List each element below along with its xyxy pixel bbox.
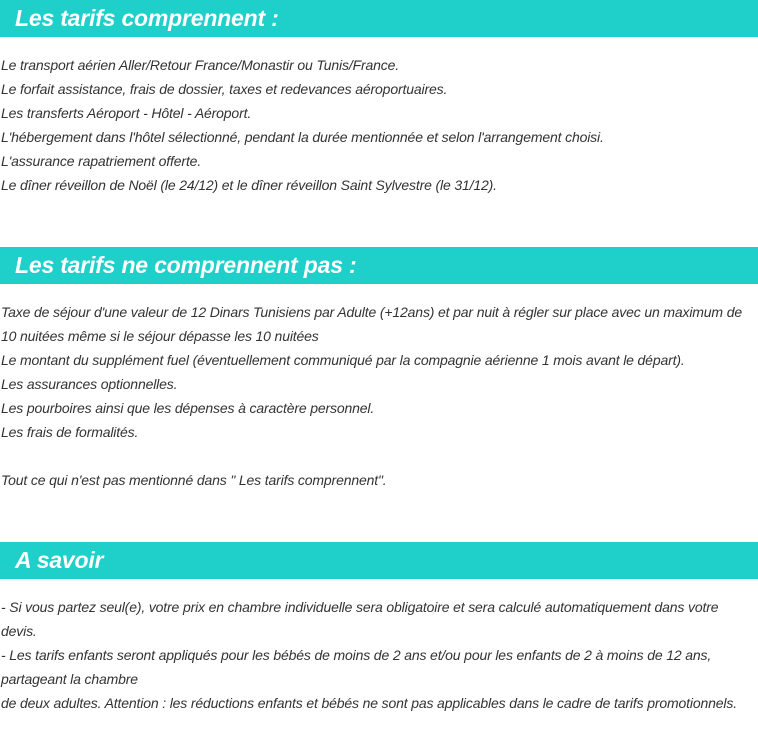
section-header-not-included [0, 247, 758, 284]
section-title-not-included: Les tarifs ne comprennent pas : [15, 252, 357, 278]
list-item: L'assurance rapatriement offerte. [1, 153, 202, 169]
section-header-included [0, 0, 758, 37]
section-body-included [1, 53, 755, 197]
list-item: de deux adultes. Attention : les réductions enfants et bébés ne sont pas applicables dans le cadre de tarifs promotionnels. [1, 695, 737, 711]
section-title-good-to-know: A savoir [15, 547, 104, 573]
list-item: Les pourboires ainsi que les dépenses à caractère personnel. [1, 400, 375, 416]
section-footer-note: Tout ce qui n'est pas mentionné dans " Les tarifs comprennent". [1, 472, 387, 488]
list-item: Le dîner réveillon de Noël (le 24/12) et le dîner réveillon Saint Sylvestre (le 31/12). [1, 177, 497, 193]
list-item: Les assurances optionnelles. [1, 376, 178, 392]
list-item: Le transport aérien Aller/Retour France/Monastir ou Tunis/France. [1, 57, 399, 73]
section-title-included: Les tarifs comprennent : [15, 5, 279, 31]
section-header-good-to-know [0, 542, 758, 579]
section-body-good-to-know [1, 595, 755, 715]
list-item: Le montant du supplément fuel (éventuellement communiqué par la compagnie aérienne 1 mois avant le départ). [1, 352, 685, 368]
list-item: Les frais de formalités. [1, 424, 139, 440]
list-item: Les transferts Aéroport - Hôtel - Aéroport. [1, 105, 252, 121]
list-item: L'hébergement dans l'hôtel sélectionné, pendant la durée mentionnée et selon l'arrangement choisi. [1, 129, 604, 145]
section-body-not-included [1, 300, 755, 492]
list-item: Taxe de séjour d'une valeur de 12 Dinars Tunisiens par Adulte (+12ans) et par nuit à régler sur place avec un maximum de 10 nuitées même si le séjour dépasse les 10 nuitées [1, 304, 742, 344]
list-item: Le forfait assistance, frais de dossier, taxes et redevances aéroportuaires. [1, 81, 448, 97]
list-item: - Les tarifs enfants seront appliqués pour les bébés de moins de 2 ans et/ou pour les enfants de 2 à moins de 12 ans, partageant la chambre [1, 647, 712, 687]
spacer [1, 444, 755, 468]
list-item: - Si vous partez seul(e), votre prix en chambre individuelle sera obligatoire et sera calculé automatiquement dans votre devis. [1, 599, 719, 639]
